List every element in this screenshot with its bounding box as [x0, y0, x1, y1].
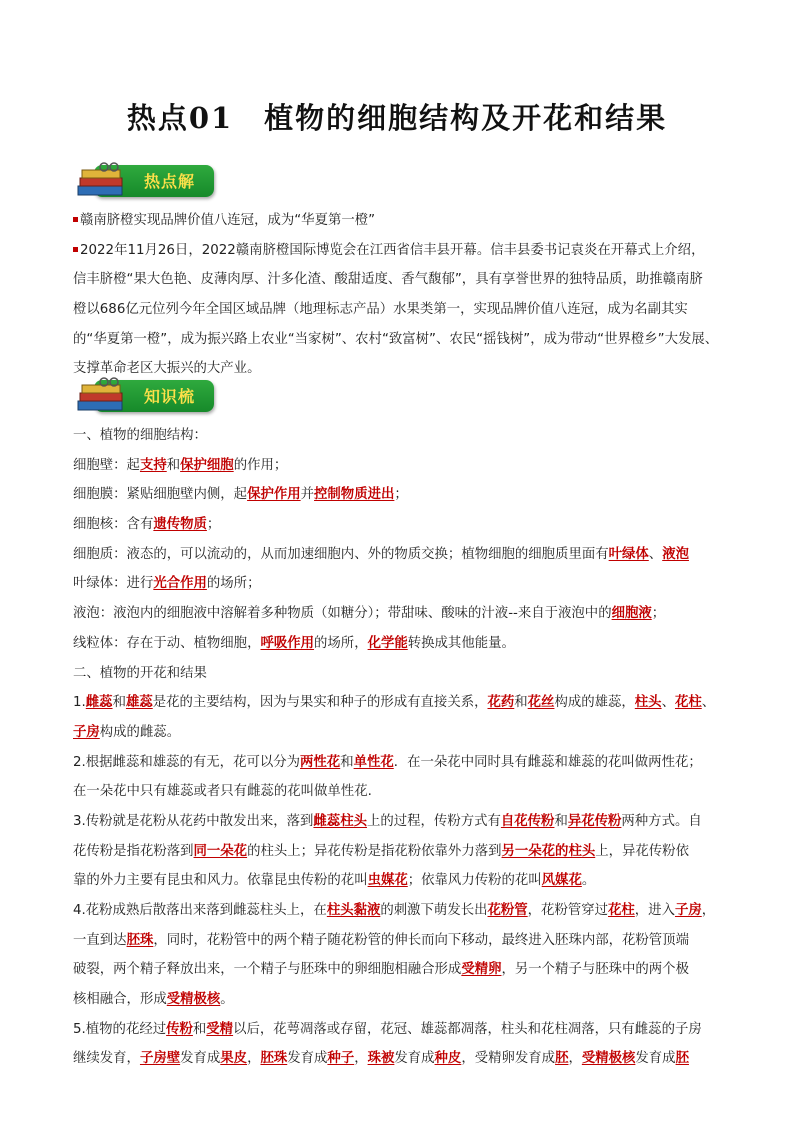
text-line — [73, 866, 721, 896]
text-run: 和 — [340, 754, 354, 770]
key-term: 风媒花 — [541, 873, 582, 889]
key-term: 受精极核 — [166, 992, 221, 1008]
key-term: 传粉 — [166, 1021, 193, 1037]
key-term: 子房壁 — [139, 1051, 181, 1067]
key-term: 种子 — [327, 1051, 355, 1067]
text-run: 的场所； — [206, 576, 261, 592]
text-run: ， — [354, 1051, 368, 1067]
key-term: 果皮 — [220, 1051, 248, 1067]
text-line — [73, 955, 721, 985]
text-run: 1. — [73, 695, 86, 711]
text-run: 发育成 — [635, 1051, 676, 1067]
books-icon — [74, 160, 144, 202]
key-term: 另一朵花的柱头 — [501, 843, 596, 859]
text-line — [73, 718, 721, 748]
text-line — [73, 985, 721, 1015]
key-term: 柱头 — [634, 695, 662, 711]
key-term: 受精卵 — [461, 962, 502, 978]
key-term: 呼吸作用 — [260, 635, 315, 651]
bullet-square-icon — [73, 217, 78, 222]
key-term: 柱头黏液 — [326, 903, 381, 918]
text-run: 靠的外力主要有昆虫和风力。依靠昆虫传粉的花叫 — [73, 873, 368, 889]
text-run: 花传粉是指花粉落到 — [73, 843, 194, 859]
text-run: 叶绿体：进行 — [73, 576, 154, 592]
key-term: 液泡 — [662, 546, 689, 562]
text-run: 的刺激下萌发长出 — [380, 903, 488, 918]
text-line — [73, 206, 721, 236]
text-run: 和 — [112, 695, 126, 711]
text-run: 细胞膜：紧贴细胞壁内侧，起 — [73, 487, 248, 503]
hotspot-paragraph — [73, 206, 721, 384]
text-run: 2.根据雌蕊和雄蕊的有无，花可以分为 — [73, 754, 301, 770]
text-run: ， — [701, 903, 716, 918]
banner-label: 知识梳 — [144, 387, 196, 406]
text-run: ；依靠风力传粉的花叫 — [407, 873, 542, 889]
text-line — [73, 540, 721, 570]
key-term: 珠被 — [367, 1051, 395, 1067]
text-line — [73, 510, 721, 540]
text-line — [73, 451, 721, 481]
text-run: 的场所， — [314, 635, 368, 651]
text-run: ； — [206, 517, 221, 533]
text-run: 3.传粉就是花粉从花药中散发出来，落到 — [73, 813, 314, 829]
text-run: 一直到达 — [73, 932, 127, 948]
key-term: 雌蕊柱头 — [313, 813, 367, 829]
text-line — [73, 1044, 721, 1074]
text-line — [73, 807, 721, 837]
key-term: 自花传粉 — [500, 813, 555, 829]
text-run: 、 — [701, 695, 716, 711]
text-run: ， — [247, 1051, 261, 1067]
key-term: 种皮 — [434, 1051, 462, 1067]
text-line — [73, 926, 721, 956]
text-run: ，受精卵发育成 — [461, 1051, 556, 1067]
text-run: 和 — [192, 1021, 207, 1037]
key-term: 胚珠 — [126, 932, 154, 948]
key-term: 细胞液 — [611, 606, 652, 622]
text-run: 转换成其他能量。 — [407, 635, 515, 651]
key-term: 花粉管 — [487, 903, 528, 918]
text-run: ，另一个精子与胚珠中的两个极 — [501, 962, 689, 978]
key-term: 胚 — [555, 1051, 569, 1067]
text-run: 2022年11月26日，2022赣南脐橙国际博览会在江西省信丰县开幕。信丰县委书记袁炎在开幕式上介绍， — [80, 242, 705, 258]
key-term: 遗传物质 — [153, 517, 207, 533]
text-run: 5.植物的花经过 — [73, 1021, 167, 1037]
text-line — [73, 1015, 721, 1045]
text-run: 和 — [554, 813, 568, 829]
text-run: ； — [394, 487, 408, 503]
key-term: 保护作用 — [247, 487, 301, 503]
text-run: ， — [568, 1051, 582, 1067]
text-line — [73, 265, 721, 295]
key-term: 化学能 — [367, 635, 408, 651]
books-icon — [74, 375, 144, 417]
text-line — [73, 837, 721, 867]
text-line — [73, 295, 721, 325]
key-term: 子房 — [73, 724, 100, 740]
page-title: 热点01 植物的细胞结构及开花和结果 — [126, 101, 668, 135]
text-run: 继续发育， — [73, 1051, 140, 1067]
key-term: 单性花 — [353, 754, 394, 770]
text-run: 上，异花传粉依 — [595, 843, 689, 859]
key-term: 雌蕊 — [85, 695, 113, 711]
key-term: 光合作用 — [153, 576, 207, 592]
text-run: 发育成 — [394, 1051, 435, 1067]
text-line — [73, 421, 721, 451]
text-run: 的柱头上；异花传粉是指花粉依靠外力落到 — [247, 843, 502, 859]
text-line — [73, 896, 721, 926]
text-run: 核相融合，形成 — [73, 992, 167, 1008]
key-term: 控制物质进出 — [314, 487, 395, 503]
text-run: 以后，花萼凋落或存留，花冠、雄蕊都凋落，柱头和花柱凋落，只有雌蕊的子房 — [233, 1021, 702, 1037]
text-run: 线粒体：存在于动、植物细胞， — [73, 635, 261, 651]
key-term: 花药 — [487, 695, 515, 711]
text-run: 细胞壁：起 — [73, 457, 140, 473]
key-term: 花柱 — [608, 903, 635, 918]
text-run: 信丰脐橙“果大色艳、皮薄肉厚、汁多化渣、酸甜适度、香气馥郁”，具有享誉世界的独特品质，助推赣南脐 — [73, 272, 703, 288]
text-run: 是花的主要结构，因为与果实和种子的形成有直接关系， — [152, 695, 488, 711]
text-line — [73, 480, 721, 510]
text-run: 破裂，两个精子释放出来，一个精子与胚珠中的卵细胞相融合形成 — [73, 962, 462, 978]
text-run: 的“华夏第一橙”，成为振兴路上农业“当家树”、农村“致富树”、农民“摇钱树”，成为带动“世界橙乡”大发展、 — [73, 331, 719, 347]
text-run: ，进入 — [634, 903, 675, 918]
text-line — [73, 659, 721, 689]
text-run: ； — [651, 606, 666, 622]
text-run: 在一朵花中只有雄蕊或者只有雌蕊的花叫做单性花. — [73, 784, 372, 800]
text-line — [73, 325, 721, 355]
key-term: 子房 — [674, 903, 702, 918]
key-term: 花柱 — [674, 695, 702, 711]
key-term: 胚 — [675, 1051, 689, 1067]
text-run: 一、植物的细胞结构： — [73, 428, 207, 443]
text-run: 细胞核：含有 — [73, 517, 154, 533]
text-run: 上的过程，传粉方式有 — [366, 813, 501, 829]
key-term: 支持 — [139, 457, 167, 473]
knowledge-section — [73, 421, 721, 1074]
text-line — [73, 688, 721, 718]
banner-label: 热点解 — [144, 172, 196, 191]
text-run: 、 — [661, 695, 675, 711]
text-run: 两种方式。自 — [621, 813, 702, 829]
text-run: 。 — [581, 873, 596, 889]
text-line — [73, 629, 721, 659]
text-line — [73, 236, 721, 266]
key-term: 雄蕊 — [125, 695, 153, 711]
text-run: 、 — [648, 546, 663, 562]
section-banner-knowledge — [74, 375, 216, 417]
text-run: 橙以686亿元位列今年全国区域品牌（地理标志产品）水果类第一，实现品牌价值八连冠，成为名副其实 — [73, 302, 688, 318]
text-run: 发育成 — [180, 1051, 221, 1067]
key-term: 同一朵花 — [193, 843, 248, 859]
text-line — [73, 569, 721, 599]
text-run: ，同时，花粉管中的两个精子随花粉管的伸长而向下移动，最终进入胚珠内部，花粉管顶端 — [153, 932, 689, 948]
text-line — [73, 777, 721, 807]
text-run: ，花粉管穿过 — [527, 903, 609, 918]
key-term: 受精极核 — [581, 1051, 636, 1067]
text-run: 构成的雌蕊。 — [99, 724, 181, 740]
key-term: 两性花 — [300, 754, 341, 770]
text-run: 发育成 — [287, 1051, 328, 1067]
text-run: 和 — [514, 695, 528, 711]
text-line — [73, 748, 721, 778]
text-run: 液泡：液泡内的细胞液中溶解着多种物质（如糖分）；带甜味、酸味的汁液--来自于液泡中的 — [73, 606, 612, 622]
text-run: 构成的雄蕊， — [554, 695, 635, 711]
text-run: 并 — [300, 487, 315, 503]
bullet-square-icon — [73, 247, 78, 252]
text-run: 4.花粉成熟后散落出来落到雌蕊柱头上，在 — [73, 903, 327, 918]
text-run: 的作用； — [233, 457, 288, 473]
section-banner-hotspot — [74, 160, 216, 202]
text-run: 二、植物的开花和结果 — [73, 665, 207, 681]
text-run: 赣南脐橙实现品牌价值八连冠，成为“华夏第一橙” — [80, 213, 376, 228]
key-term: 受精 — [206, 1021, 234, 1037]
text-run: 支撑革命老区大振兴的大产业。 — [73, 361, 261, 377]
key-term: 异花传粉 — [567, 813, 622, 829]
key-term: 叶绿体 — [608, 546, 649, 562]
key-term: 虫媒花 — [367, 873, 408, 889]
text-line — [73, 599, 721, 629]
text-run: 和 — [166, 457, 181, 473]
text-run: ．在一朵花中同时具有雌蕊和雄蕊的花叫做两性花； — [393, 754, 702, 770]
text-run: 。 — [220, 992, 234, 1008]
text-run: 细胞质：液态的，可以流动的，从而加速细胞内、外的物质交换；植物细胞的细胞质里面有 — [73, 546, 609, 562]
key-term: 保护细胞 — [180, 457, 234, 473]
key-term: 胚珠 — [260, 1051, 288, 1067]
key-term: 花丝 — [527, 695, 555, 711]
